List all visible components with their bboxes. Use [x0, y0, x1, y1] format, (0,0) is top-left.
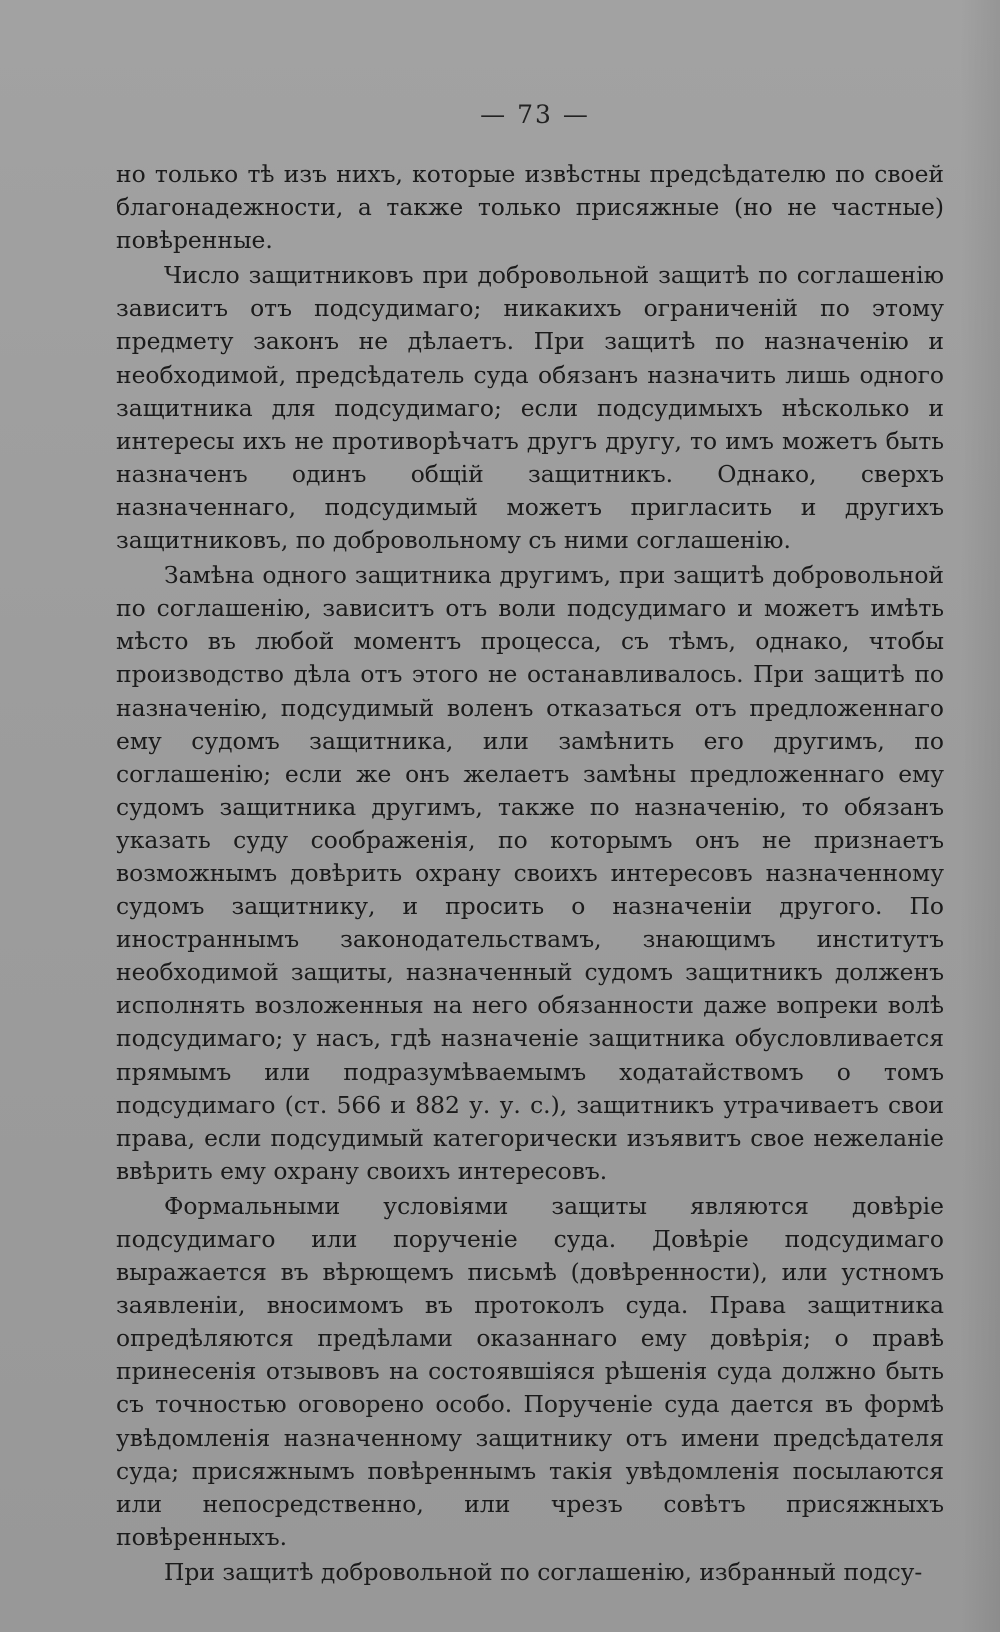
page-number: — 73 —	[480, 100, 590, 129]
page-body	[116, 158, 944, 1589]
paragraph-number-of-defenders: Число защитниковъ при добровольной защитѣ по соглашенію зависитъ отъ подсудимаго; никакихъ ограниченій по этому предмету законъ не дѣлаетъ. При защитѣ по назначенію и необходимой, предсѣдатель суда обязанъ назначить лишь одного защитника для подсудимаго; если подсудимыхъ нѣсколько и интересы ихъ не противорѣчатъ другъ другу, то имъ можетъ быть назначенъ одинъ общій защитникъ. Однако, сверхъ назначеннаго, подсудимый можетъ пригласить и другихъ защитниковъ, по добровольному съ ними соглашенію.	[116, 261, 944, 555]
paragraph-continuation: но только тѣ изъ нихъ, которые извѣстны предсѣдателю по своей благонадежности, а также только присяжные (но не частные) повѣренные.	[116, 160, 944, 255]
paragraph-formal-conditions: Формальными условіями защиты являются довѣріе подсудимаго или порученіе суда. Довѣріе подсудимаго выражается въ вѣрющемъ письмѣ (довѣренности), или устномъ заявленіи, вносимомъ въ протоколъ суда. Права защитника опредѣляются предѣлами оказаннаго ему довѣрія; о правѣ принесенія отзывовъ на состоявшіяся рѣшенія суда должно быть съ точностью оговорено особо. Порученіе суда дается въ формѣ увѣдомленія назначенному защитнику отъ имени предсѣдателя суда; присяжнымъ повѣреннымъ такія увѣдомленія посылаются или непосредственно, или чрезъ совѣтъ присяжныхъ повѣренныхъ.	[116, 1191, 944, 1551]
paragraph-voluntary-defense: При защитѣ добровольной по соглашенію, избранный подсу-	[164, 1557, 923, 1586]
paragraph-replacement-of-defender: Замѣна одного защитника другимъ, при защитѣ добровольной по соглашенію, зависитъ отъ воли подсудимаго и можетъ имѣть мѣсто въ любой моментъ процесса, съ тѣмъ, однако, чтобы производство дѣла отъ этого не останавливалось. При защитѣ по назначенію, подсудимый воленъ отказаться отъ предложеннаго ему судомъ защитника, или замѣнить его другимъ, по соглашенію; если же онъ желаетъ замѣны предложеннаго ему судомъ защитника другимъ, также по назначенію, то обязанъ указать суду соображенія, по которымъ онъ не признаетъ возможнымъ довѣрить охрану своихъ интересовъ назначенному судомъ защитнику, и просить о назначеніи другого. По иностраннымъ законодательствамъ, знающимъ институтъ необходимой защиты, назначенный судомъ защитникъ долженъ исполнять возложенныя на него обязанности даже вопреки волѣ подсудимаго; у насъ, гдѣ назначеніе защитника обусловливается прямымъ или подразумѣваемымъ ходатайствомъ о томъ подсудимаго (ст. 566 и 882 у. у. с.), защитникъ утрачиваетъ свои права, если подсудимый категорически изъявитъ свое нежеланіе ввѣрить ему охрану своихъ интересовъ.	[116, 561, 944, 1185]
page-edge-shadow	[960, 0, 1000, 1632]
